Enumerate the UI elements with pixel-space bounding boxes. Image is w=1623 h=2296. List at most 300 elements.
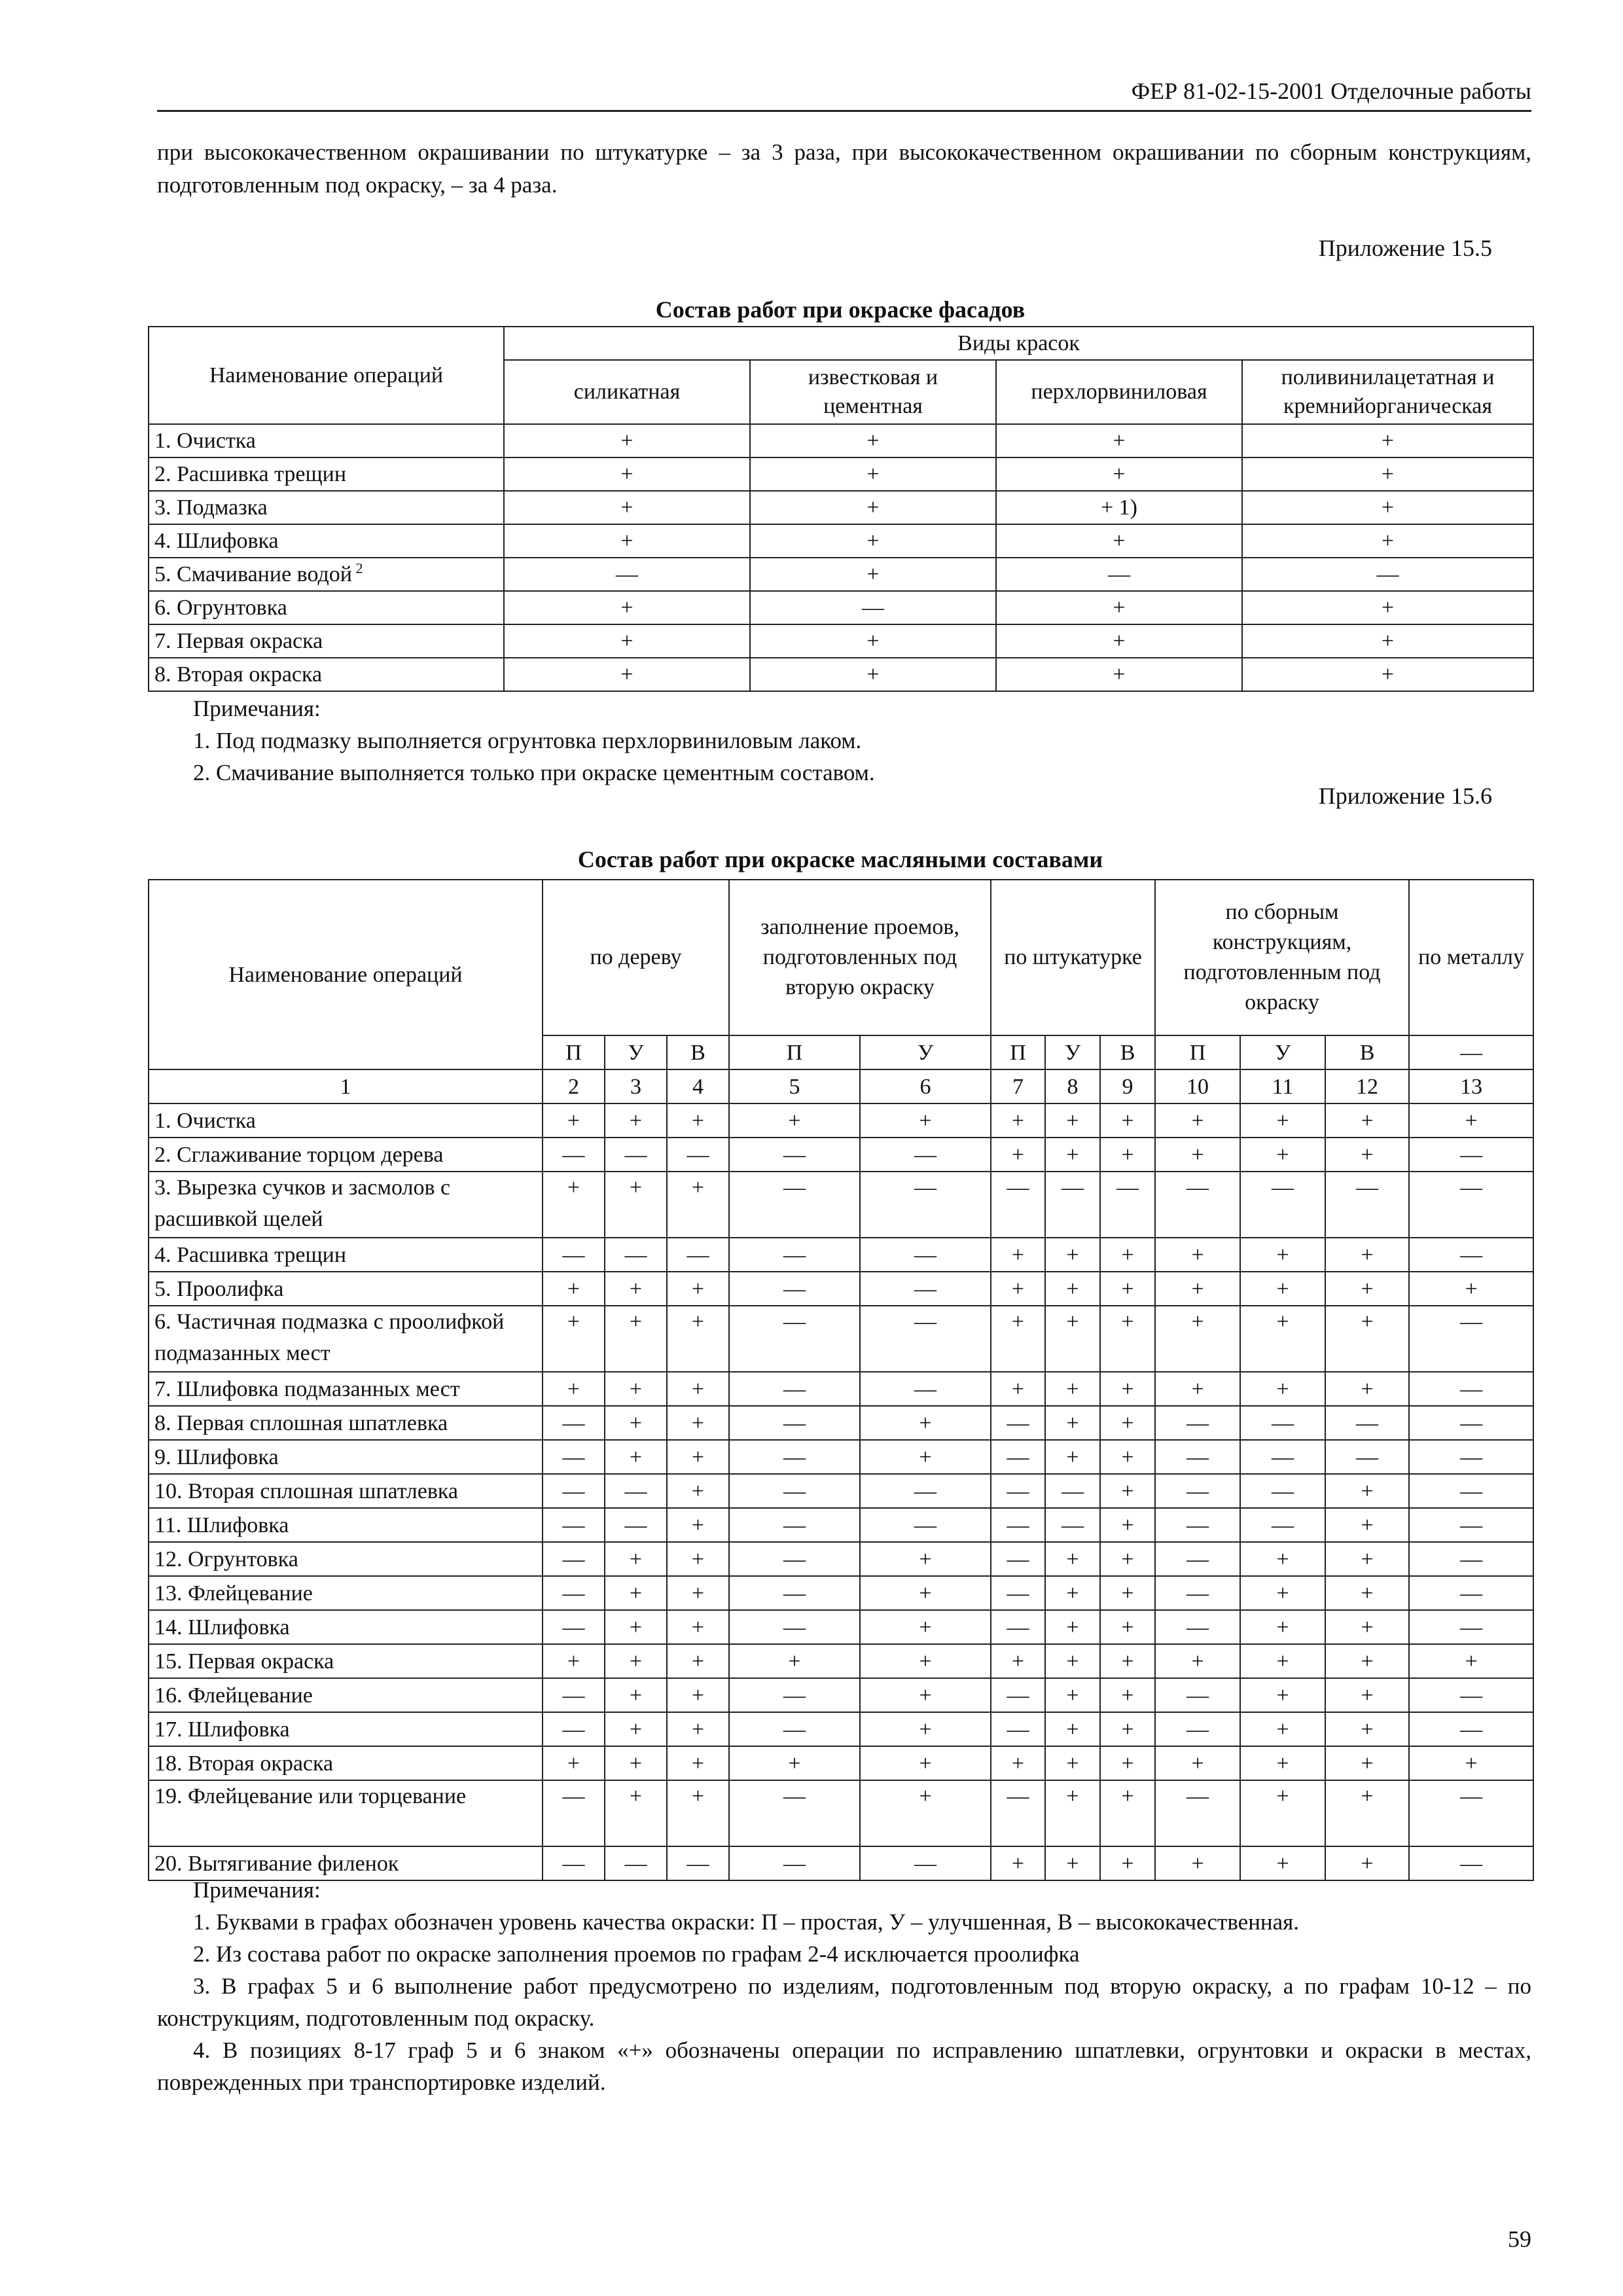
table-cell: + — [667, 1103, 729, 1138]
table-cell: + — [1409, 1103, 1533, 1138]
table-cell: + — [1045, 1272, 1100, 1306]
quality-level: П — [543, 1035, 605, 1069]
operation-name: 6. Огрунтовка — [149, 591, 504, 624]
table-cell: + — [750, 424, 996, 457]
table-cell: + — [1100, 1780, 1155, 1846]
table-cell: + — [860, 1542, 991, 1576]
table2-group-header: по металлу — [1409, 880, 1533, 1035]
table-cell: + — [1100, 1542, 1155, 1576]
table-cell: + — [1325, 1272, 1409, 1306]
table-cell: + — [667, 1576, 729, 1610]
table-cell: + — [1045, 1678, 1100, 1712]
table-cell: — — [1240, 1440, 1325, 1474]
table-cell: + — [860, 1406, 991, 1440]
table-cell: — — [543, 1508, 605, 1542]
table-cell: + — [1100, 1474, 1155, 1508]
table-row — [149, 1103, 1533, 1138]
table-cell: — — [729, 1372, 860, 1406]
table-cell: + — [1045, 1610, 1100, 1644]
table-cell: + — [1155, 1306, 1240, 1372]
table-cell: + — [1100, 1644, 1155, 1678]
table-cell: — — [729, 1542, 860, 1576]
table-cell: + — [1155, 1138, 1240, 1172]
table-cell: — — [1409, 1508, 1533, 1542]
table-cell: — — [860, 1272, 991, 1306]
table-cell: + — [1045, 1103, 1100, 1138]
table-row — [149, 558, 1533, 591]
column-number: 10 — [1155, 1069, 1240, 1103]
table-cell: + — [1325, 1576, 1409, 1610]
table-cell: — — [667, 1138, 729, 1172]
table2-operations-header: Наименование операций — [149, 880, 543, 1069]
table-cell: + — [605, 1712, 667, 1746]
table-cell: + — [1240, 1372, 1325, 1406]
table-cell: + — [729, 1746, 860, 1780]
table-cell: — — [1409, 1138, 1533, 1172]
table-cell: + — [543, 1103, 605, 1138]
table-row — [149, 1712, 1533, 1746]
table-cell: + — [991, 1746, 1045, 1780]
table-cell: + — [605, 1610, 667, 1644]
table-cell: — — [543, 1474, 605, 1508]
table-cell: — — [860, 1474, 991, 1508]
column-number: 11 — [1240, 1069, 1325, 1103]
table-cell: — — [729, 1678, 860, 1712]
table-cell: — — [860, 1238, 991, 1272]
table-cell: + — [1242, 457, 1533, 491]
quality-level: В — [1325, 1035, 1409, 1069]
table-cell: — — [1409, 1474, 1533, 1508]
operation-name: 18. Вторая окраска — [149, 1746, 543, 1780]
table-cell: — — [991, 1474, 1045, 1508]
quality-level: В — [1100, 1035, 1155, 1069]
table-cell: + — [667, 1440, 729, 1474]
table2-group-header: заполнение проемов, подготовленных под вторую окраску — [729, 880, 991, 1035]
table-cell: — — [991, 1508, 1045, 1542]
table-row — [149, 1542, 1533, 1576]
table-cell: — — [504, 558, 750, 591]
table-row — [149, 491, 1533, 524]
appendix-label-15-6: Приложение 15.6 — [1318, 783, 1492, 809]
table-cell: + — [1325, 1780, 1409, 1846]
table-row — [149, 1306, 1533, 1372]
operation-name: 15. Первая окраска — [149, 1644, 543, 1678]
table-cell: — — [1409, 1372, 1533, 1406]
table-row — [149, 1474, 1533, 1508]
table-cell: + — [1325, 1644, 1409, 1678]
operation-name: 1. Очистка — [149, 424, 504, 457]
facade-painting-table — [148, 326, 1534, 692]
table-cell: + — [1409, 1272, 1533, 1306]
table-cell: + — [543, 1272, 605, 1306]
table-cell: + — [605, 1780, 667, 1846]
table-cell: + — [1045, 1542, 1100, 1576]
table-cell: + — [1325, 1138, 1409, 1172]
note-item: 2. Из состава работ по окраске заполнения проемов по графам 2-4 исключается проолифка — [193, 1941, 1080, 1967]
table-row — [149, 1746, 1533, 1780]
intro-paragraph: при высококачественном окрашивании по штукатурке – за 3 раза, при высококачественном окрашивании по сборным конструкциям, подготовленным под окраску, – за 4 раза. — [157, 139, 1531, 198]
table-cell: + — [860, 1678, 991, 1712]
table-cell: + — [543, 1746, 605, 1780]
table-cell: + — [1325, 1103, 1409, 1138]
table-row — [149, 1780, 1533, 1846]
table-cell: + — [605, 1406, 667, 1440]
table-cell: + — [1240, 1576, 1325, 1610]
operation-name: 1. Очистка — [149, 1103, 543, 1138]
table-cell: — — [1155, 1508, 1240, 1542]
operation-name: 5. Смачивание водой $^2$ — [149, 558, 504, 591]
table-cell: + — [1240, 1712, 1325, 1746]
table-cell: — — [1409, 1406, 1533, 1440]
table-cell: — — [543, 1406, 605, 1440]
table-cell: + — [1100, 1372, 1155, 1406]
table-cell: + — [1240, 1238, 1325, 1272]
table-cell: — — [729, 1306, 860, 1372]
operation-name: 8. Первая сплошная шпатлевка — [149, 1406, 543, 1440]
table-cell: + — [1100, 1306, 1155, 1372]
table-cell: + — [1325, 1610, 1409, 1644]
table-cell: + — [1045, 1576, 1100, 1610]
table-cell: + — [1155, 1238, 1240, 1272]
notes-title: Примечания: — [193, 696, 321, 721]
table-cell: + — [605, 1372, 667, 1406]
page-number: 59 — [1508, 2226, 1531, 2252]
table-cell: + — [504, 491, 750, 524]
column-number: 5 — [729, 1069, 860, 1103]
table-cell: — — [1240, 1172, 1325, 1238]
table-cell: — — [1409, 1440, 1533, 1474]
table-cell: + — [1100, 1576, 1155, 1610]
table-cell: + — [1100, 1440, 1155, 1474]
table-cell: — — [1155, 1440, 1240, 1474]
table-cell: + — [605, 1678, 667, 1712]
table-cell: + — [991, 1846, 1045, 1880]
table-cell: — — [667, 1846, 729, 1880]
table-cell: — — [991, 1780, 1045, 1846]
operation-name: 2. Расшивка трещин — [149, 457, 504, 491]
table-cell: + — [1242, 624, 1533, 658]
table-cell: + — [605, 1272, 667, 1306]
column-number: 13 — [1409, 1069, 1533, 1103]
table-cell: — — [605, 1238, 667, 1272]
table1-group-header: Виды красок — [504, 327, 1533, 360]
table-cell: — — [605, 1138, 667, 1172]
table-cell: + — [1240, 1610, 1325, 1644]
table2-caption: Состав работ при окраске масляными составами — [577, 846, 1103, 872]
footnote-mark: 2 — [352, 560, 363, 577]
table-cell: — — [729, 1172, 860, 1238]
table-cell: + — [729, 1103, 860, 1138]
table-cell: — — [729, 1576, 860, 1610]
table-cell: + — [605, 1306, 667, 1372]
operation-name: 17. Шлифовка — [149, 1712, 543, 1746]
table-cell: + — [750, 524, 996, 558]
operation-name: 5. Проолифка — [149, 1272, 543, 1306]
table2-group-header: по сборным конструкциям, подготовленным под окраску — [1155, 880, 1409, 1035]
table-cell: + — [1100, 1272, 1155, 1306]
table-cell: — — [605, 1508, 667, 1542]
note-item: 2. Смачивание выполняется только при окраске цементным составом. — [193, 760, 875, 785]
table-cell: — — [543, 1576, 605, 1610]
table-cell: + — [996, 658, 1242, 691]
table-cell: — — [605, 1846, 667, 1880]
table-cell: — — [543, 1238, 605, 1272]
table-cell: — — [543, 1610, 605, 1644]
table-cell: — — [991, 1678, 1045, 1712]
table-cell: + — [1325, 1746, 1409, 1780]
operation-name: 2. Сглаживание торцом дерева — [149, 1138, 543, 1172]
table-cell: + — [605, 1103, 667, 1138]
operation-name: 14. Шлифовка — [149, 1610, 543, 1644]
operation-name: 9. Шлифовка — [149, 1440, 543, 1474]
table-cell: + — [1409, 1644, 1533, 1678]
quality-level: У — [1240, 1035, 1325, 1069]
table-cell: + — [996, 424, 1242, 457]
table-cell: — — [729, 1780, 860, 1846]
table-cell: + — [504, 424, 750, 457]
table-cell: + — [860, 1712, 991, 1746]
table-cell: + — [1100, 1746, 1155, 1780]
table-cell: — — [991, 1542, 1045, 1576]
table-row — [149, 1172, 1533, 1238]
table-cell: + — [991, 1238, 1045, 1272]
operation-name: 6. Частичная подмазка с проолифкой подмазанных мест — [149, 1306, 543, 1372]
table-cell: + — [605, 1644, 667, 1678]
table-cell: — — [1240, 1406, 1325, 1440]
table-cell: + — [860, 1746, 991, 1780]
quality-level: П — [1155, 1035, 1240, 1069]
table-cell: + — [605, 1576, 667, 1610]
table-cell: + — [1045, 1406, 1100, 1440]
note-item: 1. Буквами в графах обозначен уровень качества окраски: П – простая, У – улучшенная, В – высококачественная. — [193, 1909, 1300, 1935]
appendix-label-15-5: Приложение 15.5 — [1318, 235, 1492, 261]
table-cell: — — [1409, 1846, 1533, 1880]
table-cell: — — [1325, 1172, 1409, 1238]
table-row — [149, 1238, 1533, 1272]
table-cell: — — [729, 1272, 860, 1306]
table-cell: + — [1240, 1272, 1325, 1306]
table-cell: + — [1325, 1542, 1409, 1576]
table-cell: — — [543, 1440, 605, 1474]
table-cell: — — [1155, 1610, 1240, 1644]
table-row — [149, 524, 1533, 558]
quality-level: У — [605, 1035, 667, 1069]
table-row — [149, 591, 1533, 624]
column-number: 4 — [667, 1069, 729, 1103]
table-cell: + — [1242, 524, 1533, 558]
table-cell: — — [1409, 1576, 1533, 1610]
table-cell: — — [1155, 1780, 1240, 1846]
table-cell: — — [860, 1372, 991, 1406]
table-cell: + — [504, 658, 750, 691]
operation-name: 16. Флейцевание — [149, 1678, 543, 1712]
operation-name: 3. Подмазка — [149, 491, 504, 524]
table-cell: — — [1155, 1712, 1240, 1746]
operation-name: 11. Шлифовка — [149, 1508, 543, 1542]
table-cell: + — [1045, 1644, 1100, 1678]
table-cell: + — [1325, 1508, 1409, 1542]
table-cell: + — [1045, 1306, 1100, 1372]
table-cell: + — [750, 658, 996, 691]
table-cell: — — [1409, 1542, 1533, 1576]
table1-caption: Состав работ при окраске фасадов — [655, 296, 1026, 323]
note-item: 1. Под подмазку выполняется огрунтовка перхлорвиниловым лаком. — [193, 728, 862, 753]
table-row — [149, 1576, 1533, 1610]
table-cell: + — [1240, 1138, 1325, 1172]
table-cell: + — [667, 1644, 729, 1678]
table-cell: + — [1240, 1542, 1325, 1576]
table-cell: — — [991, 1712, 1045, 1746]
table-cell: + — [1409, 1746, 1533, 1780]
table-cell: — — [1155, 1406, 1240, 1440]
table1-col-header: перхлорвиниловая — [996, 360, 1242, 424]
table-row — [149, 1508, 1533, 1542]
table-cell: + 1) — [996, 491, 1242, 524]
table-cell: + — [504, 591, 750, 624]
table-cell: + — [667, 1746, 729, 1780]
column-number: 6 — [860, 1069, 991, 1103]
table-cell: + — [1100, 1138, 1155, 1172]
table-cell: + — [667, 1172, 729, 1238]
table-cell: — — [729, 1406, 860, 1440]
table-cell: + — [1155, 1272, 1240, 1306]
table-cell: — — [1409, 1238, 1533, 1272]
table-cell: + — [1100, 1712, 1155, 1746]
table-cell: + — [667, 1508, 729, 1542]
table-cell: — — [991, 1440, 1045, 1474]
table-row — [149, 1272, 1533, 1306]
table-cell: + — [1240, 1678, 1325, 1712]
table-cell: + — [667, 1474, 729, 1508]
operation-name: 8. Вторая окраска — [149, 658, 504, 691]
table-cell: — — [543, 1678, 605, 1712]
table-cell: + — [1155, 1372, 1240, 1406]
table-row — [149, 1406, 1533, 1440]
table-cell: — — [729, 1440, 860, 1474]
table-cell: + — [1242, 491, 1533, 524]
table-cell: + — [1325, 1474, 1409, 1508]
table-row — [149, 457, 1533, 491]
table-cell: + — [860, 1644, 991, 1678]
table-cell: + — [860, 1103, 991, 1138]
column-number: 9 — [1100, 1069, 1155, 1103]
oil-painting-table — [148, 879, 1534, 1881]
table-cell: + — [1325, 1712, 1409, 1746]
table-cell: — — [1155, 1474, 1240, 1508]
table-cell: — — [991, 1576, 1045, 1610]
table-cell: — — [1100, 1172, 1155, 1238]
table-cell: + — [1155, 1644, 1240, 1678]
table-cell: + — [750, 457, 996, 491]
table-cell: — — [1409, 1306, 1533, 1372]
table-cell: — — [750, 591, 996, 624]
table-cell: + — [1155, 1103, 1240, 1138]
table-cell: — — [1045, 1172, 1100, 1238]
table-cell: — — [1045, 1474, 1100, 1508]
running-header: ФЕР 81-02-15-2001 Отделочные работы — [157, 72, 1531, 112]
table-cell: + — [991, 1138, 1045, 1172]
quality-level: У — [1045, 1035, 1100, 1069]
table-cell: + — [605, 1746, 667, 1780]
table-cell: + — [543, 1172, 605, 1238]
table-cell: — — [729, 1846, 860, 1880]
table-cell: + — [991, 1644, 1045, 1678]
table-cell: + — [1240, 1780, 1325, 1846]
table-cell: + — [667, 1306, 729, 1372]
table-cell: — — [729, 1138, 860, 1172]
table-cell: — — [543, 1712, 605, 1746]
table1-col-header: силикатная — [504, 360, 750, 424]
operation-name: 19. Флейцевание или торцевание — [149, 1780, 543, 1846]
table1-operations-header: Наименование операций — [149, 327, 504, 424]
table-cell: + — [996, 524, 1242, 558]
note-item: 3. В графах 5 и 6 выполнение работ предусмотрено по изделиям, подготовленным под вторую окраску, а по графам 10-12 – по конструкциям, подготовленным под окраску. — [157, 1973, 1531, 2031]
table1-col-header: известковая и цементная — [750, 360, 996, 424]
table-cell: + — [1155, 1846, 1240, 1880]
table-cell: — — [543, 1780, 605, 1846]
table-cell: — — [1325, 1440, 1409, 1474]
table-cell: + — [667, 1372, 729, 1406]
table-cell: + — [504, 524, 750, 558]
table-cell: + — [1242, 591, 1533, 624]
table-cell: + — [860, 1610, 991, 1644]
table-cell: + — [750, 558, 996, 591]
table-cell: + — [729, 1644, 860, 1678]
table-cell: — — [860, 1138, 991, 1172]
table-cell: + — [1242, 424, 1533, 457]
table-cell: + — [667, 1542, 729, 1576]
table-cell: + — [605, 1172, 667, 1238]
table-cell: — — [1155, 1678, 1240, 1712]
table-cell: — — [1045, 1508, 1100, 1542]
table-cell: + — [750, 624, 996, 658]
operation-name: 3. Вырезка сучков и засмолов с расшивкой щелей — [149, 1172, 543, 1238]
table-cell: + — [1240, 1103, 1325, 1138]
table-cell: — — [1409, 1678, 1533, 1712]
table-cell: + — [1045, 1780, 1100, 1846]
table-row — [149, 1372, 1533, 1406]
table-cell: — — [1240, 1508, 1325, 1542]
quality-level: У — [860, 1035, 991, 1069]
table-cell: — — [991, 1406, 1045, 1440]
table1-notes — [157, 692, 1531, 789]
operation-name: 7. Шлифовка подмазанных мест — [149, 1372, 543, 1406]
quality-level: П — [729, 1035, 860, 1069]
table-row — [149, 624, 1533, 658]
table-cell: — — [667, 1238, 729, 1272]
table-cell: + — [1240, 1746, 1325, 1780]
table-cell: — — [543, 1846, 605, 1880]
note-item: 4. В позициях 8-17 граф 5 и 6 знаком «+» обозначены операции по исправлению шпатлевки, огрунтовки и окраски в местах, поврежденных при транспортировке изделий. — [157, 2037, 1531, 2095]
table-cell: + — [1100, 1610, 1155, 1644]
table2-notes — [157, 1874, 1531, 2098]
table-cell: + — [1045, 1846, 1100, 1880]
table-cell: + — [1325, 1678, 1409, 1712]
table-cell: — — [729, 1238, 860, 1272]
table-row — [149, 1138, 1533, 1172]
table-cell: — — [1242, 558, 1533, 591]
table-row — [149, 1610, 1533, 1644]
table-cell: — — [1155, 1576, 1240, 1610]
column-number: 8 — [1045, 1069, 1100, 1103]
table-cell: + — [860, 1576, 991, 1610]
table-cell: — — [991, 1172, 1045, 1238]
table-cell: + — [1100, 1678, 1155, 1712]
column-number: 2 — [543, 1069, 605, 1103]
table-cell: — — [729, 1712, 860, 1746]
table-cell: + — [1100, 1508, 1155, 1542]
table-cell: + — [750, 491, 996, 524]
